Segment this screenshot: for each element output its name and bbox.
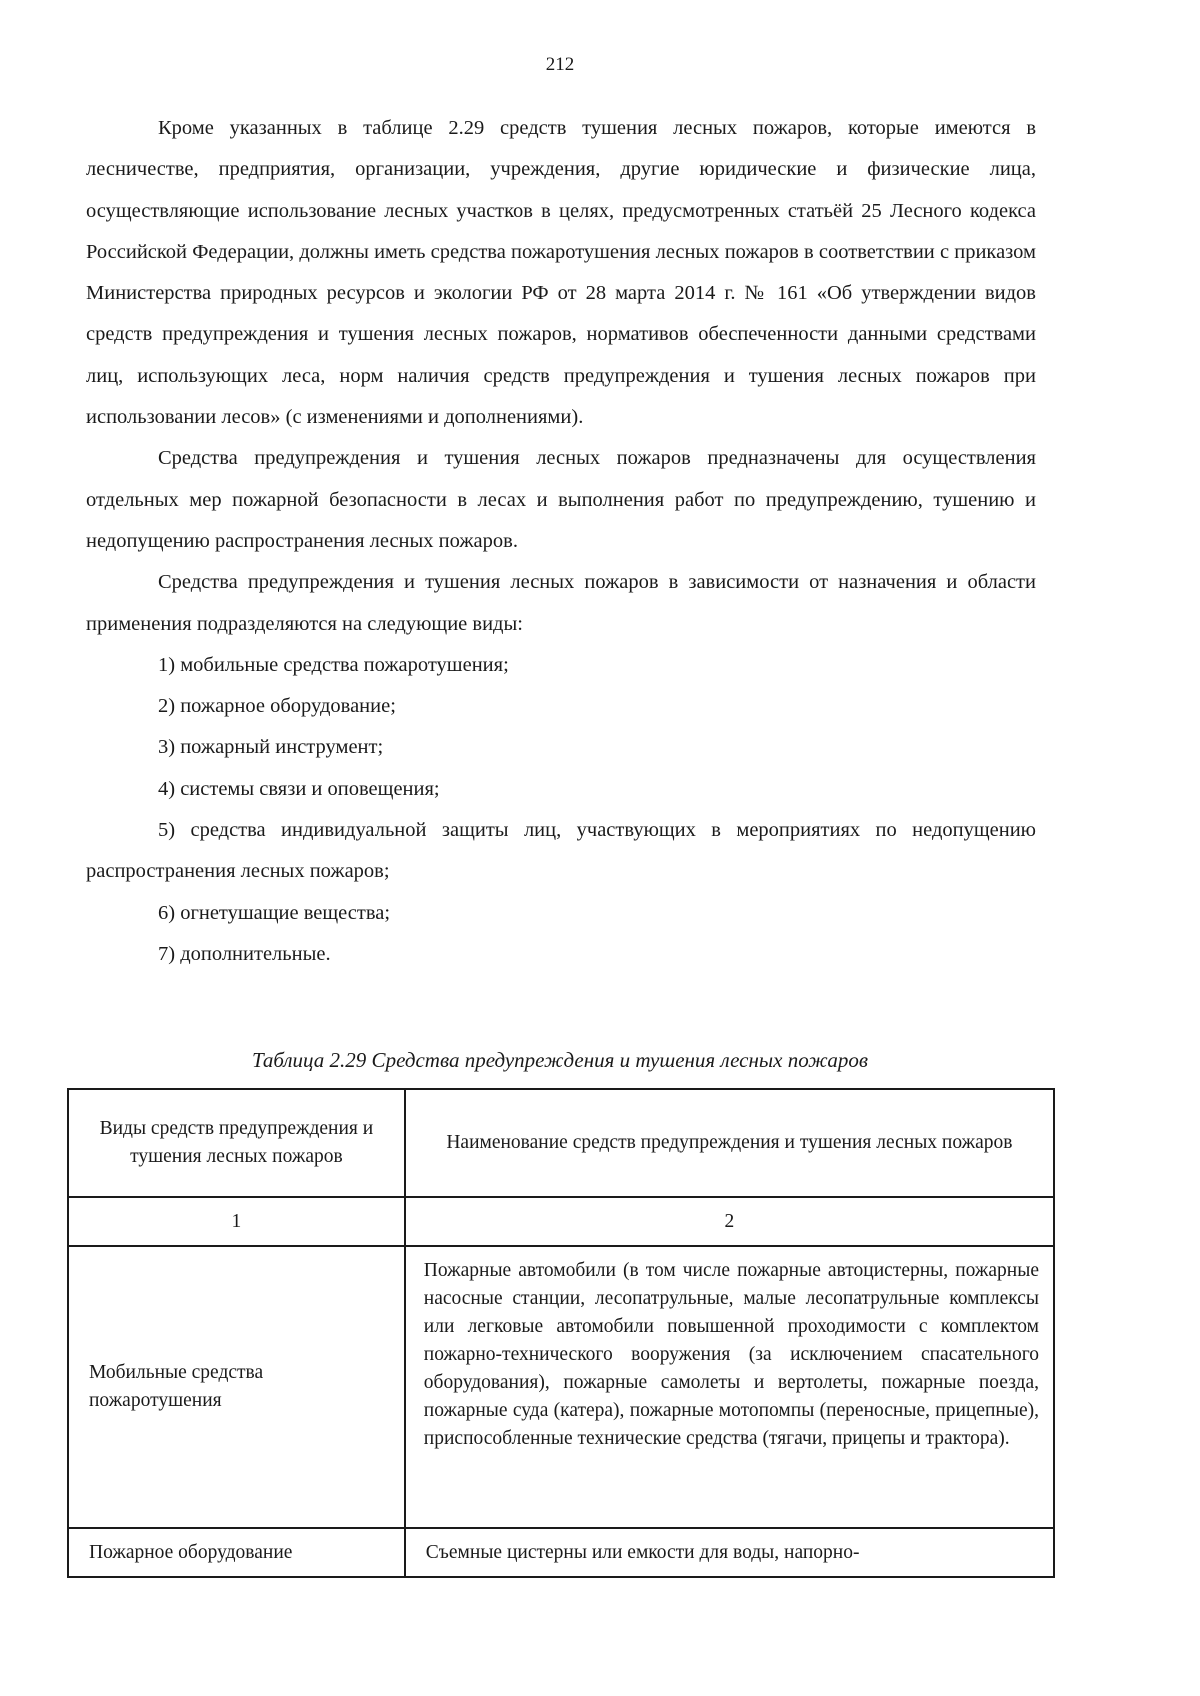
- table-cell-description: Съемные цистерны или емкости для воды, напорно-: [405, 1528, 1054, 1577]
- paragraph: Средства предупреждения и тушения лесных пожаров в зависимости от назначения и области применения подразделяются на следующие виды:: [86, 571, 1036, 635]
- table-header-cell: Наименование средств предупреждения и тушения лесных пожаров: [405, 1089, 1054, 1197]
- table-cell-type: Пожарное оборудование: [68, 1528, 405, 1577]
- table-header-row: [68, 1089, 1054, 1197]
- table-row: [68, 1528, 1054, 1577]
- list-item: 3) пожарный инструмент;: [158, 736, 384, 759]
- list-item: 1) мобильные средства пожаротушения;: [158, 653, 509, 676]
- page-number: 212: [545, 54, 575, 75]
- table-column-number-row: [68, 1197, 1054, 1246]
- list-item: 7) дополнительные.: [158, 942, 331, 965]
- column-number: 2: [405, 1197, 1054, 1246]
- body-text: [86, 108, 1036, 975]
- list-item: 6) огнетушащие вещества;: [158, 901, 391, 924]
- list-item: 4) системы связи и оповещения;: [158, 777, 440, 800]
- table-cell-type: Мобильные средства пожаротушения: [68, 1246, 405, 1528]
- list-item: 5) средства индивидуальной защиты лиц, участвующих в мероприятиях по недопущению распространения лесных пожаров;: [86, 819, 1036, 883]
- fire-equipment-table: [67, 1088, 1055, 1578]
- paragraph: Средства предупреждения и тушения лесных пожаров предназначены для осуществления отдельных мер пожарной безопасности в лесах и выполнения работ по предупреждению, тушению и недопущению распространения лесных пожаров.: [86, 447, 1036, 552]
- table-cell-description: Пожарные автомобили (в том числе пожарные автоцистерны, пожарные насосные станции, лесопатрульные, малые лесопатрульные комплексы или легковые автомобили повышенной проходимости с комплектом пожарно-технического вооружения (за исключением спасательного оборудования), пожарные самолеты и вертолеты, пожарные поезда, пожарные суда (катера), пожарные мотопомпы (переносные, прицепные), приспособленные технические средства (тягачи, прицепы и трактора).: [405, 1246, 1054, 1528]
- column-number: 1: [68, 1197, 405, 1246]
- table-header-cell: Виды средств предупреждения и тушения лесных пожаров: [68, 1089, 405, 1197]
- paragraph: Кроме указанных в таблице 2.29 средств тушения лесных пожаров, которые имеются в лесничестве, предприятия, организации, учреждения, другие юридические и физические лица, осуществляющие использование лесных участков в целях, предусмотренных статьёй 25 Лесного кодекса Российской Федерации, должны иметь средства пожаротушения лесных пожаров в соответствии с приказом Министерства природных ресурсов и экологии РФ от 28 марта 2014 г. № 161 «Об утверждении видов средств предупреждения и тушения лесных пожаров, нормативов обеспеченности данными средствами лиц, использующих леса, норм наличия средств предупреждения и тушения лесных пожаров при использовании лесов» (с изменениями и дополнениями).: [86, 117, 1036, 429]
- table-row: [68, 1246, 1054, 1528]
- list-item: 2) пожарное оборудование;: [158, 695, 396, 718]
- table-caption: Таблица 2.29 Средства предупреждения и тушения лесных пожаров: [251, 1048, 869, 1072]
